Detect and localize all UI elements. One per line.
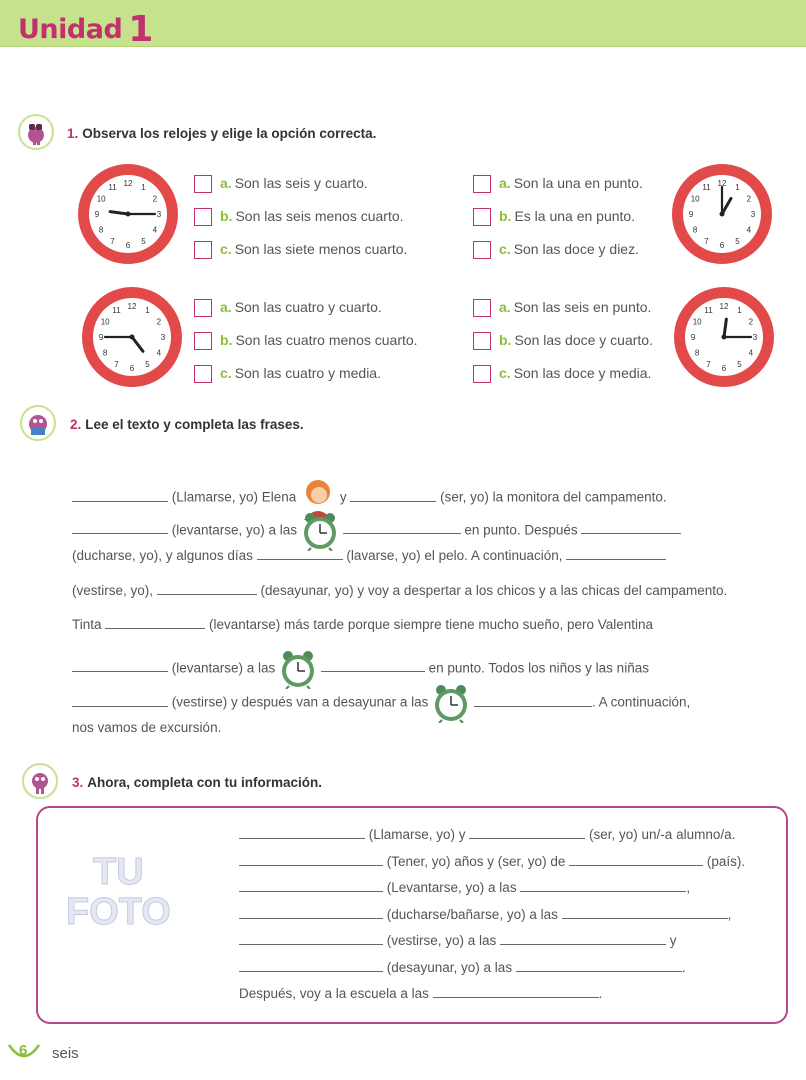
- option-a[interactable]: a. Son las seis en punto.: [473, 297, 653, 317]
- text-line: [239, 904, 731, 924]
- clock-numeral: 12: [127, 302, 137, 311]
- answer-blank[interactable]: [562, 904, 728, 919]
- reading-monster-icon: [20, 405, 56, 441]
- clock-numeral: 1: [145, 306, 150, 316]
- text-fragment: (desayunar, yo) y voy a despertar a los chicos y a las chicas del campamento.: [256, 582, 728, 598]
- checkbox[interactable]: [473, 365, 491, 383]
- clock-numeral: 6: [721, 364, 727, 373]
- section-3-title: 3. Ahora, completa con tu información.: [72, 775, 323, 790]
- clock-numeral: 11: [112, 306, 121, 316]
- clock-numeral: 7: [706, 359, 711, 369]
- text-fragment: . A continuación,: [591, 694, 691, 710]
- clock-numeral: 6: [129, 364, 135, 373]
- clock-numeral: 4: [156, 348, 162, 358]
- text-fragment: (Llamarse, yo) Elena: [168, 489, 301, 505]
- text-line: [72, 683, 691, 710]
- answer-blank[interactable]: [239, 930, 383, 945]
- photo-placeholder: TU FOTO: [66, 851, 171, 933]
- checkbox[interactable]: [473, 299, 491, 317]
- clock-numeral: 3: [160, 333, 166, 342]
- clock-numeral: 2: [156, 317, 162, 327]
- answer-blank[interactable]: [433, 983, 599, 998]
- clock-4: [672, 285, 776, 394]
- answer-blank[interactable]: [72, 657, 168, 672]
- waving-monster-icon: [22, 763, 58, 799]
- page-word: seis: [52, 1045, 79, 1062]
- option-a[interactable]: a. Son la una en punto.: [473, 173, 643, 193]
- page-number: 6: [10, 1042, 18, 1059]
- clock-1: [76, 162, 180, 271]
- text-line: [239, 957, 686, 977]
- clock-numeral: 8: [692, 225, 698, 235]
- clock-numeral: 7: [704, 236, 709, 246]
- clock-numeral: 5: [735, 236, 740, 246]
- answer-blank[interactable]: [500, 930, 666, 945]
- answer-blank[interactable]: [516, 957, 682, 972]
- unit-label: Unidad: [18, 14, 123, 45]
- text-fragment: (vestirse) y después van a desayunar a las: [168, 694, 433, 710]
- answer-blank[interactable]: [239, 824, 365, 839]
- checkbox[interactable]: [194, 208, 212, 226]
- text-fragment: (país).: [703, 853, 746, 869]
- text-fragment: (vestirse, yo),: [72, 582, 157, 598]
- section-1-title: 1. Observa los relojes y elige la opción correcta.: [67, 126, 377, 141]
- clock-numeral: 9: [688, 210, 694, 219]
- text-fragment: (ducharse/bañarse, yo) a las: [383, 906, 562, 922]
- checkbox[interactable]: [473, 208, 491, 226]
- answer-blank[interactable]: [474, 692, 592, 707]
- checkbox[interactable]: [194, 299, 212, 317]
- text-fragment: y: [666, 933, 677, 948]
- clock-numeral: 6: [125, 241, 131, 250]
- clock-numeral: 1: [141, 183, 146, 193]
- text-fragment: (levantarse) más tarde porque siempre tiene mucho sueño, pero Valentina: [205, 617, 654, 632]
- clock-numeral: 2: [152, 194, 158, 204]
- clock-numeral: 2: [746, 194, 752, 204]
- text-fragment: (ser, yo) un/-a alumno/a.: [585, 827, 736, 842]
- answer-blank[interactable]: [239, 957, 383, 972]
- answer-blank[interactable]: [321, 657, 425, 672]
- option-b[interactable]: b. Es la una en punto.: [473, 206, 643, 226]
- answer-blank[interactable]: [157, 580, 257, 595]
- clock-numeral: 11: [108, 183, 117, 193]
- checkbox[interactable]: [473, 175, 491, 193]
- option-b[interactable]: b. Son las doce y cuarto.: [473, 330, 653, 350]
- text-fragment: y: [336, 489, 351, 505]
- clock-numeral: 4: [152, 225, 158, 235]
- text-fragment: (Levantarse, yo) a las: [383, 880, 521, 895]
- clock-numeral: 3: [156, 210, 162, 219]
- options-group-2: [473, 173, 643, 259]
- text-fragment: .: [681, 959, 686, 975]
- option-a[interactable]: a. Son las seis y cuarto.: [194, 173, 407, 193]
- checkbox[interactable]: [194, 175, 212, 193]
- answer-blank[interactable]: [72, 487, 168, 502]
- clock-numeral: 11: [702, 183, 711, 193]
- answer-blank[interactable]: [239, 851, 383, 866]
- section-2-title: 2. Lee el texto y completa las frases.: [70, 417, 304, 432]
- answer-blank[interactable]: [520, 877, 686, 892]
- clock-numeral: 10: [100, 317, 110, 327]
- clock-numeral: 7: [114, 359, 119, 369]
- clock-numeral: 12: [717, 179, 727, 188]
- text-fragment: Después, voy a la escuela a las: [239, 986, 433, 1001]
- clock-numeral: 5: [737, 359, 742, 369]
- answer-blank[interactable]: [469, 824, 585, 839]
- text-line: [239, 824, 735, 844]
- answer-blank[interactable]: [257, 545, 343, 560]
- clock-numeral: 3: [752, 333, 758, 342]
- text-line: [239, 983, 602, 1003]
- options-group-4: [473, 297, 653, 383]
- text-line: [72, 614, 653, 634]
- answer-blank[interactable]: [350, 487, 436, 502]
- clock-2: [670, 162, 774, 271]
- text-fragment: (ducharse, yo), y algunos días: [72, 548, 257, 563]
- checkbox[interactable]: [194, 241, 212, 259]
- options-group-3: [194, 297, 418, 383]
- clock-numeral: 3: [750, 210, 756, 219]
- clock-numeral: 4: [746, 225, 752, 235]
- text-line: [72, 476, 667, 505]
- text-fragment: ,: [686, 880, 691, 895]
- option-b[interactable]: b. Son las cuatro menos cuarto.: [194, 330, 418, 350]
- answer-blank[interactable]: [239, 877, 383, 892]
- clock-numeral: 12: [123, 179, 133, 188]
- clock-numeral: 2: [748, 317, 754, 327]
- answer-blank[interactable]: [239, 904, 383, 919]
- clock-3: [80, 285, 184, 394]
- text-fragment: (levantarse, yo) a las: [168, 522, 301, 538]
- option-c[interactable]: c. Son las doce y diez.: [473, 239, 643, 259]
- text-fragment: (levantarse) a las: [168, 660, 280, 676]
- clock-numeral: 9: [690, 333, 696, 342]
- option-c[interactable]: c. Son las doce y media.: [473, 363, 653, 383]
- text-fragment: .: [598, 986, 603, 1001]
- text-fragment: en punto. Después: [460, 522, 582, 538]
- clock-numeral: 10: [690, 194, 700, 204]
- text-line: [239, 877, 690, 897]
- answer-blank[interactable]: [566, 545, 666, 560]
- clock-numeral: 7: [110, 236, 115, 246]
- text-fragment: (ser, yo) la monitora del campamento.: [436, 489, 667, 505]
- text-fragment: (Llamarse, yo) y: [365, 827, 470, 842]
- clock-numeral: 10: [692, 317, 702, 327]
- alarm-clock-icon: [432, 683, 470, 723]
- text-line: [239, 930, 677, 950]
- option-a[interactable]: a. Son las cuatro y cuarto.: [194, 297, 418, 317]
- answer-blank[interactable]: [72, 692, 168, 707]
- text-line: [72, 649, 649, 676]
- text-fragment: (Tener, yo) años y (ser, yo) de: [383, 853, 570, 869]
- text-fragment: ,: [727, 906, 732, 922]
- checkbox[interactable]: [194, 332, 212, 350]
- clock-numeral: 6: [719, 241, 725, 250]
- checkbox[interactable]: [194, 365, 212, 383]
- clock-numeral: 1: [735, 183, 740, 193]
- clock-numeral: 12: [719, 302, 729, 311]
- option-c[interactable]: c. Son las cuatro y media.: [194, 363, 418, 383]
- option-c[interactable]: c. Son las siete menos cuarto.: [194, 239, 407, 259]
- answer-blank[interactable]: [569, 851, 703, 866]
- clock-numeral: 1: [737, 306, 742, 316]
- checkbox[interactable]: [473, 241, 491, 259]
- clock-numeral: 5: [145, 359, 150, 369]
- text-line: [72, 580, 727, 600]
- answer-blank[interactable]: [72, 519, 168, 534]
- answer-blank[interactable]: [343, 519, 461, 534]
- option-b[interactable]: b. Son las seis menos cuarto.: [194, 206, 407, 226]
- text-fragment: (desayunar, yo) a las: [383, 959, 516, 975]
- answer-blank[interactable]: [581, 519, 681, 534]
- text-fragment: en punto. Todos los niños y las niñas: [424, 660, 649, 676]
- clock-numeral: 11: [704, 306, 713, 316]
- text-fragment: (lavarse, yo) el pelo. A continuación,: [342, 548, 567, 563]
- text-fragment: Tinta: [72, 617, 106, 632]
- text-line: [72, 511, 681, 538]
- text-line: [72, 718, 221, 738]
- clock-numeral: 9: [98, 333, 104, 342]
- options-group-1: [194, 173, 407, 259]
- clock-numeral: 4: [748, 348, 754, 358]
- clock-numeral: 8: [694, 348, 700, 358]
- text-line: [239, 851, 745, 871]
- clock-numeral: 8: [98, 225, 104, 235]
- unit-number: 1: [128, 9, 153, 50]
- text-fragment: (vestirse, yo) a las: [383, 933, 501, 948]
- text-line: [72, 545, 666, 565]
- unit-title: [18, 6, 153, 50]
- clock-numeral: 10: [96, 194, 106, 204]
- clock-numeral: 8: [102, 348, 108, 358]
- answer-blank[interactable]: [105, 614, 205, 629]
- clock-numeral: 5: [141, 236, 146, 246]
- binoculars-monster-icon: [18, 114, 54, 150]
- checkbox[interactable]: [473, 332, 491, 350]
- clock-numeral: 9: [94, 210, 100, 219]
- text-fragment: nos vamos de excursión.: [72, 719, 222, 735]
